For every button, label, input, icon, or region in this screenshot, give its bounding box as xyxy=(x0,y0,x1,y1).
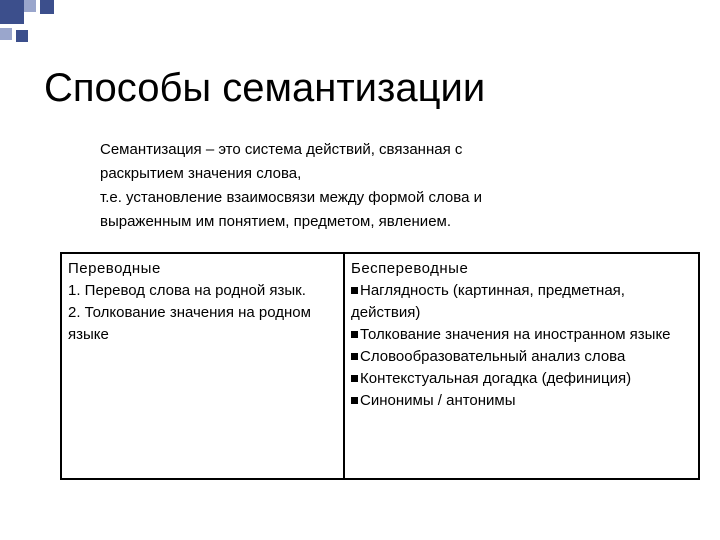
translational-item: 2. Толкование значения на родном языке xyxy=(68,304,311,343)
non-translational-item xyxy=(351,280,692,324)
intro-definition xyxy=(100,138,700,234)
bullet-square-icon xyxy=(351,331,358,338)
intro-line: т.е. установление взаимосвязи между формой слова и xyxy=(100,189,482,206)
bullet-square-icon xyxy=(351,375,358,382)
bullet-square-icon xyxy=(351,397,358,404)
methods-table xyxy=(60,252,700,480)
non-translational-item xyxy=(351,324,692,346)
intro-line: Семантизация – это система действий, связанная с xyxy=(100,141,463,158)
deco-square-1 xyxy=(0,0,24,24)
translational-heading: Переводные xyxy=(68,260,161,277)
bullet-square-icon xyxy=(351,287,358,294)
item-text: Словообразовательный анализ слова xyxy=(360,348,626,365)
intro-line: раскрытием значения слова, xyxy=(100,165,302,182)
non-translational-item xyxy=(351,368,692,390)
non-translational-heading: Беспереводные xyxy=(351,260,469,277)
non-translational-item xyxy=(351,346,692,368)
item-text: Толкование значения на иностранном языке xyxy=(360,326,671,343)
item-text: Наглядность (картинная, предметная, действия) xyxy=(351,282,625,321)
translational-column xyxy=(62,254,345,478)
non-translational-item xyxy=(351,390,692,412)
deco-square-4 xyxy=(0,28,12,40)
item-text: Контекстуальная догадка (дефиниция) xyxy=(360,370,632,387)
deco-square-2 xyxy=(24,0,36,12)
translational-item: 1. Перевод слова на родной язык. xyxy=(68,282,306,299)
slide-title: Способы семантизации xyxy=(44,66,486,110)
intro-line: выраженным им понятием, предметом, явлением. xyxy=(100,213,452,230)
deco-square-5 xyxy=(16,30,28,42)
bullet-square-icon xyxy=(351,353,358,360)
deco-square-3 xyxy=(40,0,54,14)
non-translational-column xyxy=(345,254,698,478)
item-text: Синонимы / антонимы xyxy=(360,392,516,409)
